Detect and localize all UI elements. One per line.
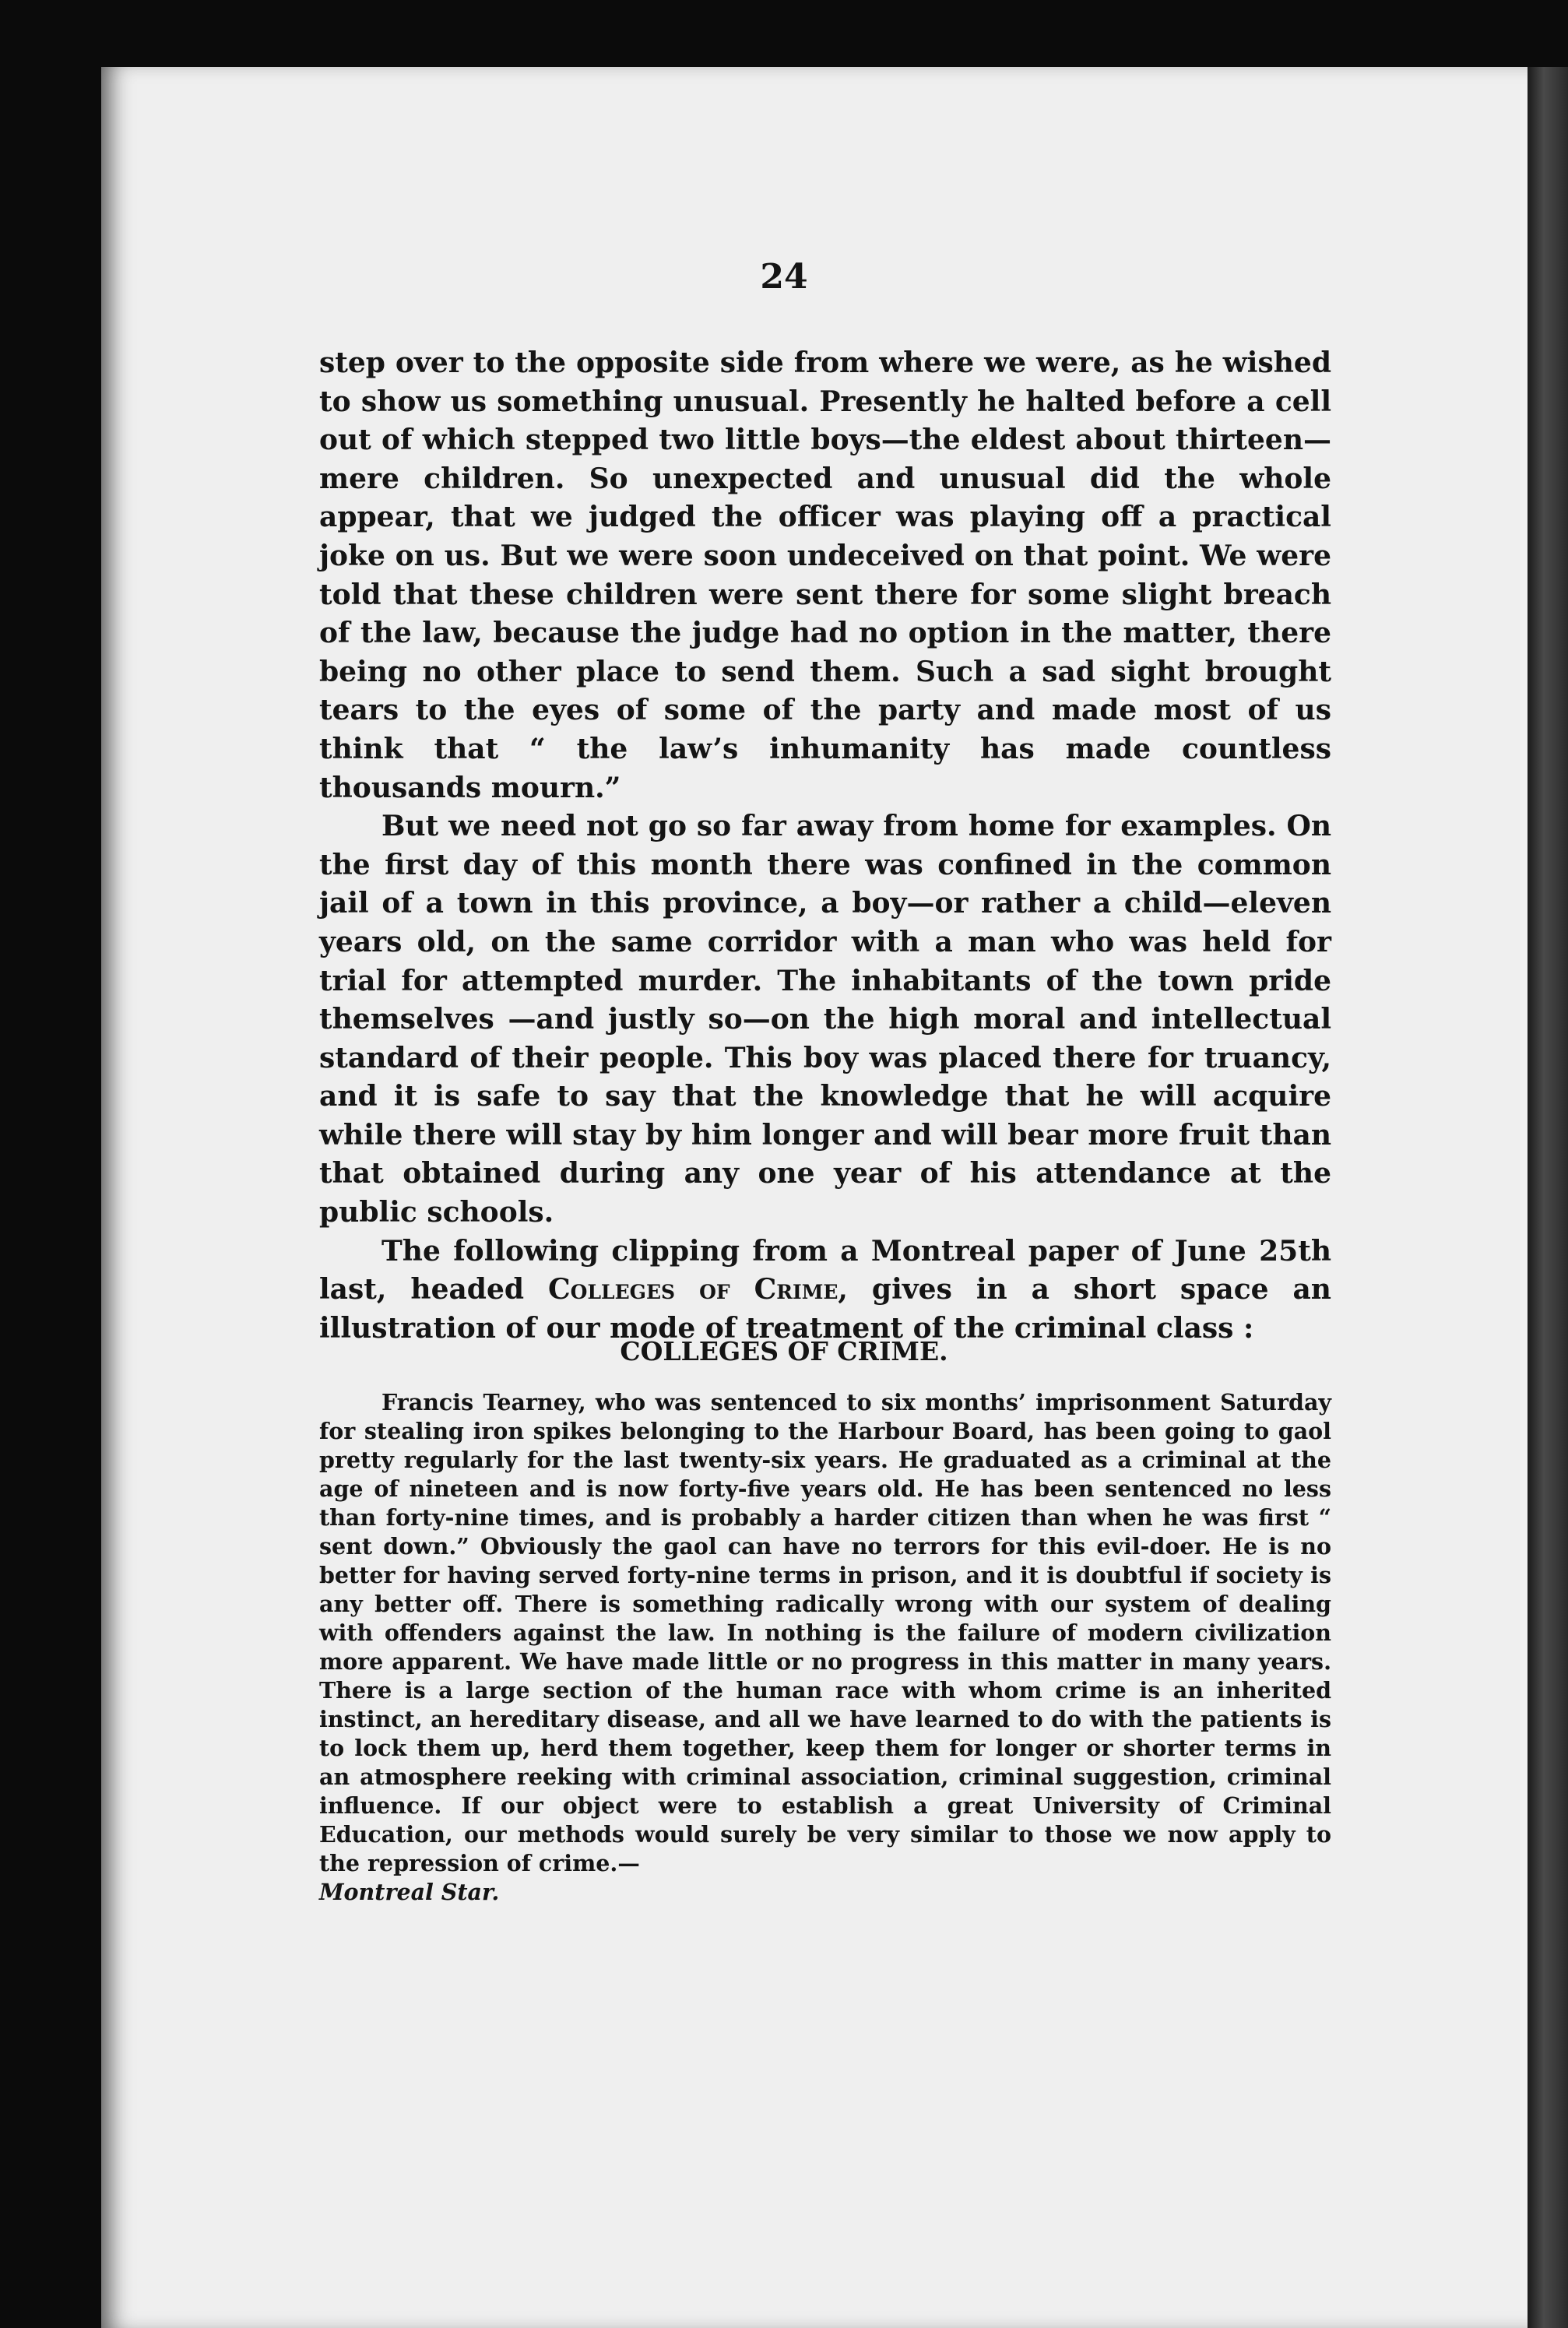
clipping-body: Francis Tearney, who was sentenced to six months’ imprisonment Saturday for stealing iron spikes belonging to the Harbour Board, has been going to gaol pretty regularly for the last twenty-six years. He graduated as a criminal at the age of nineteen and is now forty-five years old. He has been sentenced no less than forty-nine times, and is probably a harder citizen than when he was first “ sent down.” Obviously the gaol can have no terrors for this evil-doer. He is no better for having served forty-nine terms in prison, and it is doubtful if society is any better off. There is something radically wrong with our system of dealing with offenders against the law. In nothing is the failure of modern civilization more apparent. We have made little or no progress in this matter in many years. There is a large section of the human race with whom crime is an inherited instinct, an hereditary disease, and all we have learned to do with the patients is to lock them up, herd them together, keep them for longer or shorter terms in an atmosphere reeking with criminal association, criminal suggestion, criminal influence. If our object were to establish a great University of Criminal Education, our methods would surely be very similar to those we now apply to the repression of crime.— (319, 1389, 1331, 1876)
body-text (319, 344, 1331, 1348)
paragraph-3-start: The following clipping from a Montreal paper of June 25th last, headed (319, 1234, 1331, 1306)
paragraph-3 (319, 1233, 1331, 1349)
colleges-of-crime-reference: Colleges of Crime (548, 1273, 838, 1306)
clipping-paragraph (319, 1388, 1331, 1907)
paragraph-2: But we need not go so far away from home for examples. On the first day of this month there was confined in the common jail of a town in this province, a boy—or rather a child—eleven years old, on the same corridor with a man who was held for trial for attempted murder. The inhabitants of the town pride themselves —and justly so—on the high moral and intellectual standard of their people. This boy was placed there for truancy, and it is safe to say that the knowledge that he will acquire while there will stay by him longer and will bear more fruit than that obtained during any one year of his attendance at the public schools. (319, 810, 1331, 1229)
clipping-heading: COLLEGES OF CRIME. (620, 1336, 948, 1366)
page-number: 24 (760, 257, 808, 297)
clipping-source: Montreal Star. (319, 1879, 500, 1905)
page-edge-shadow (1528, 67, 1568, 2328)
clipping-text-block (319, 1388, 1331, 1907)
paragraph-3-end: , gives in a short space an illustration of our mode of treatment of the criminal class : (319, 1273, 1331, 1345)
paragraph-1: step over to the opposite side from where we were, as he wished to show us something unusual. Presently he halted before a cell out of which stepped two little boys—the eldest about thirteen—mere children. So unexpected and unusual did the whole appear, that we judged the officer was playing off a practical joke on us. But we were soon undeceived on that point. We were told that these children were sent there for some slight breach of the law, because the judge had no option in the matter, there being no other place to send them. Such a sad sight brought tears to the eyes of some of the party and made most of us think that “ the law’s inhumanity has made countless thousands mourn.” (319, 346, 1331, 804)
